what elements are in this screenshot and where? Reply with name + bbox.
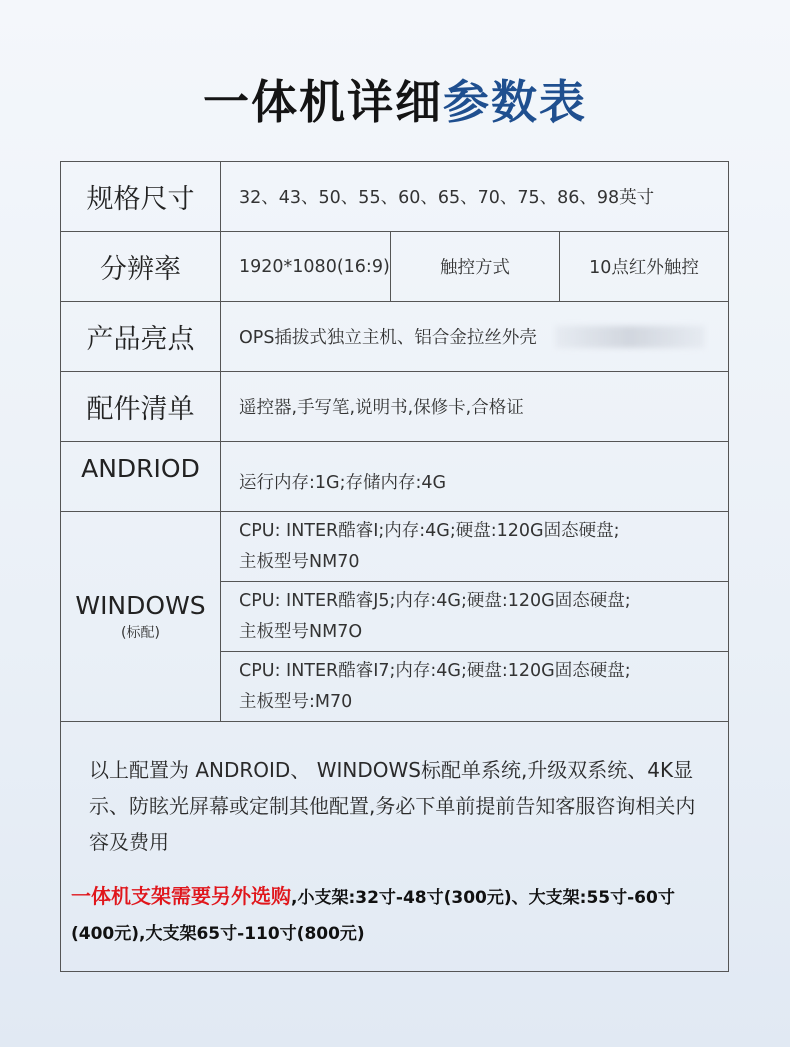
resolution-label: 分辨率: [100, 254, 181, 285]
windows-option-3-line2: 主板型号:M70: [239, 691, 353, 712]
stand-note: [71, 878, 711, 952]
title-part-1: 一体机详细: [203, 75, 443, 129]
spec-label: 规格尺寸: [86, 184, 195, 215]
windows-option-2-line1: CPU: INTER酷睿J5;内存:4G;硬盘:120G固态硬盘;: [239, 590, 631, 611]
windows-label: WINDOWS: [75, 591, 206, 620]
android-label: ANDRIOD: [81, 453, 200, 483]
notes-area: [61, 722, 728, 971]
highlight-label: 产品亮点: [86, 324, 195, 355]
windows-option-1-line1: CPU: INTER酷睿I;内存:4G;硬盘:120G固态硬盘;: [239, 520, 620, 541]
config-note: 以上配置为 ANDROID、 WINDOWS标配单系统,升级双系统、4K显示、防眩光屏幕或定制其他配置,务必下单前提前告知客服咨询相关内容及费用: [89, 758, 696, 854]
windows-option-2: [221, 582, 728, 651]
page-title: [0, 72, 790, 132]
accessories-value: 遥控器,手写笔,说明书,保修卡,合格证: [239, 398, 524, 418]
windows-option-3: [221, 652, 728, 721]
windows-option-1: [221, 512, 728, 581]
title-part-2: 参数表: [443, 75, 587, 129]
windows-option-3-line1: CPU: INTER酷睿I7;内存:4G;硬盘:120G固态硬盘;: [239, 660, 631, 681]
spec-table: [60, 161, 729, 972]
resolution-value: 1920*1080(16:9): [239, 256, 390, 277]
spec-value: 32、43、50、55、60、65、70、75、86、98英寸: [239, 188, 655, 208]
windows-option-2-line2: 主板型号NM7O: [239, 621, 363, 642]
highlight-value: OPS插拔式独立主机、铝合金拉丝外壳: [239, 328, 537, 348]
windows-label-cell: [61, 512, 220, 721]
accessories-label: 配件清单: [86, 394, 195, 425]
windows-sublabel: (标配): [121, 625, 160, 641]
windows-option-1-line2: 主板型号NM70: [239, 551, 360, 572]
highlight-cell: [221, 302, 728, 371]
touch-label: 触控方式: [440, 258, 510, 278]
blurred-watermark: [555, 326, 705, 348]
stand-highlight: 一体机支架需要另外选购: [71, 884, 291, 908]
stand-detail: ,小支架:32寸-48寸(300元)、大支架:55寸-60寸(400元),大支架65寸-110寸(800元): [71, 888, 675, 944]
android-value: 运行内存:1G;存储内存:4G: [239, 473, 447, 493]
touch-value: 10点红外触控: [589, 258, 699, 278]
